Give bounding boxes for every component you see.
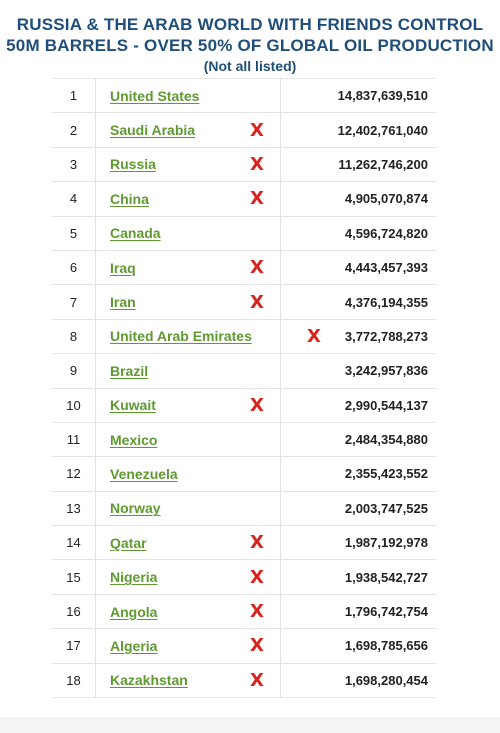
rank-cell: 1 xyxy=(52,79,96,112)
rank-cell: 17 xyxy=(52,629,96,662)
column-divider xyxy=(280,251,281,284)
country-link[interactable]: China xyxy=(110,190,149,207)
country-link[interactable]: Iraq xyxy=(110,259,136,276)
x-mark-icon: X xyxy=(250,394,264,416)
x-mark-icon: X xyxy=(250,635,264,657)
column-divider xyxy=(280,285,281,318)
column-divider xyxy=(280,560,281,593)
table-row xyxy=(52,457,436,491)
title-line-2: 50M BARRELS - OVER 50% OF GLOBAL OIL PRODUCTION xyxy=(6,36,494,55)
table-row xyxy=(52,217,436,251)
production-value: 4,905,070,874 xyxy=(344,191,428,207)
production-value: 1,796,742,754 xyxy=(344,604,428,620)
x-mark-icon: X xyxy=(307,325,321,347)
column-divider xyxy=(280,492,281,525)
rank-cell: 16 xyxy=(52,595,96,628)
rank-cell: 9 xyxy=(52,354,96,387)
rank-cell: 15 xyxy=(52,560,96,593)
table-row xyxy=(52,560,436,594)
production-value: 3,772,788,273 xyxy=(344,328,428,344)
production-value: 1,698,280,454 xyxy=(344,672,428,688)
production-value: 14,837,639,510 xyxy=(337,88,428,104)
x-mark-icon: X xyxy=(250,153,264,175)
x-mark-icon: X xyxy=(250,532,264,554)
table-row xyxy=(52,664,436,698)
country-link[interactable]: Mexico xyxy=(110,431,158,448)
table-row xyxy=(52,285,436,319)
production-value: 1,938,542,727 xyxy=(344,569,428,585)
country-link[interactable]: Russia xyxy=(110,156,156,173)
column-divider xyxy=(280,217,281,250)
x-mark-icon: X xyxy=(250,669,264,691)
country-link[interactable]: United Arab Emirates xyxy=(110,328,252,345)
column-divider xyxy=(280,389,281,422)
table-row xyxy=(52,423,436,457)
table-row xyxy=(52,354,436,388)
production-value: 11,262,746,200 xyxy=(338,156,428,172)
country-link[interactable]: Kazakhstan xyxy=(110,672,188,689)
rank-cell: 12 xyxy=(52,457,96,490)
rank-cell: 3 xyxy=(52,148,96,181)
x-mark-icon: X xyxy=(250,119,264,141)
rank-cell: 4 xyxy=(52,182,96,215)
rank-cell: 14 xyxy=(52,526,96,559)
production-value: 4,376,194,355 xyxy=(344,294,428,310)
column-divider xyxy=(280,423,281,456)
column-divider xyxy=(280,354,281,387)
country-link[interactable]: Saudi Arabia xyxy=(110,122,196,139)
rank-cell: 5 xyxy=(52,217,96,250)
production-value: 2,990,544,137 xyxy=(344,397,428,413)
column-divider xyxy=(280,182,281,215)
x-mark-icon: X xyxy=(250,601,264,623)
column-divider xyxy=(280,148,281,181)
column-divider xyxy=(280,320,281,353)
production-value: 4,443,457,393 xyxy=(344,260,428,276)
country-link[interactable]: Norway xyxy=(110,500,161,517)
x-mark-icon: X xyxy=(250,257,264,279)
table-row xyxy=(52,182,436,216)
column-divider xyxy=(280,457,281,490)
country-link[interactable]: Venezuela xyxy=(110,465,178,482)
column-divider xyxy=(280,113,281,146)
country-link[interactable]: United States xyxy=(110,87,200,104)
country-link[interactable]: Kuwait xyxy=(110,397,156,414)
production-value: 1,987,192,978 xyxy=(344,535,428,551)
rank-cell: 18 xyxy=(52,664,96,697)
country-link[interactable]: Brazil xyxy=(110,362,149,379)
country-link[interactable]: Nigeria xyxy=(110,569,158,586)
x-mark-icon: X xyxy=(250,291,264,313)
rank-cell: 2 xyxy=(52,113,96,146)
production-value: 12,402,761,040 xyxy=(337,122,428,138)
table-row xyxy=(52,79,436,113)
rank-cell: 10 xyxy=(52,389,96,422)
table-row xyxy=(52,629,436,663)
rank-cell: 13 xyxy=(52,492,96,525)
title-line-1: RUSSIA & THE ARAB WORLD WITH FRIENDS CONTROL xyxy=(16,15,484,34)
country-link[interactable]: Iran xyxy=(110,294,136,311)
column-divider xyxy=(280,664,281,697)
country-link[interactable]: Canada xyxy=(110,225,161,242)
production-value: 2,355,423,552 xyxy=(344,466,428,482)
table-row xyxy=(52,526,436,560)
column-divider xyxy=(280,79,281,112)
footer-bar xyxy=(0,717,500,733)
page-header xyxy=(0,14,500,75)
table-row xyxy=(52,113,436,147)
subtitle: (Not all listed) xyxy=(203,58,297,74)
rank-cell: 8 xyxy=(52,320,96,353)
table-row xyxy=(52,389,436,423)
country-link[interactable]: Algeria xyxy=(110,637,158,654)
production-value: 2,003,747,525 xyxy=(344,500,428,516)
production-value: 4,596,724,820 xyxy=(344,225,428,241)
table-row xyxy=(52,320,436,354)
column-divider xyxy=(280,595,281,628)
production-value: 3,242,957,836 xyxy=(344,363,428,379)
production-value: 2,484,354,880 xyxy=(344,432,428,448)
production-value: 1,698,785,656 xyxy=(344,638,428,654)
rank-cell: 6 xyxy=(52,251,96,284)
x-mark-icon: X xyxy=(250,566,264,588)
table-row xyxy=(52,148,436,182)
table-row xyxy=(52,492,436,526)
x-mark-icon: X xyxy=(250,188,264,210)
oil-production-table xyxy=(52,78,436,698)
table-row xyxy=(52,251,436,285)
country-link[interactable]: Angola xyxy=(110,603,158,620)
country-link[interactable]: Qatar xyxy=(110,534,147,551)
rank-cell: 7 xyxy=(52,285,96,318)
column-divider xyxy=(280,526,281,559)
rank-cell: 11 xyxy=(52,423,96,456)
column-divider xyxy=(280,629,281,662)
table-row xyxy=(52,595,436,629)
